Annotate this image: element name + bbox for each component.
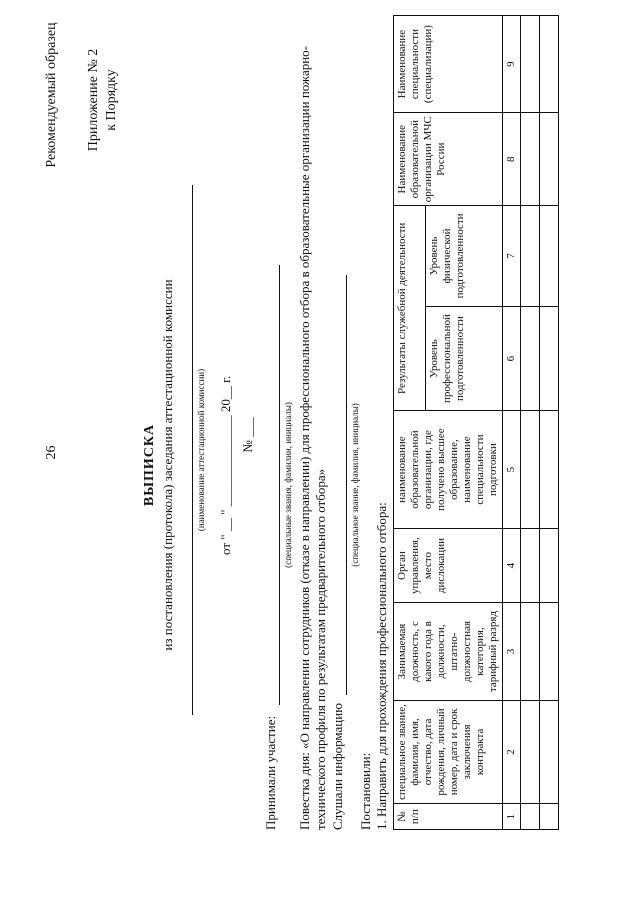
- header-cell: Занимаемая должность, с какого года в должности, штатно-должностная категория, тарифный разряд: [394, 603, 503, 700]
- empty-cell: [540, 603, 559, 700]
- empty-cell: [521, 411, 540, 528]
- empty-cell: [521, 700, 540, 804]
- page-number: 26: [44, 445, 59, 460]
- document-title: ВЫПИСКА: [142, 423, 157, 507]
- empty-cell: [540, 528, 559, 603]
- table-number-row: [503, 16, 521, 830]
- empty-cell: [521, 306, 540, 411]
- candidates-table: [393, 15, 559, 830]
- item-1-text: 1. Направить для прохождения профессионального отбора:: [374, 502, 389, 830]
- commission-caption: (наименование аттестационной комиссии): [196, 368, 206, 532]
- number-cell: 9: [503, 16, 521, 113]
- participants-caption: (специальные звания, фамилии, инициалы): [283, 402, 293, 568]
- header-cell: Результаты служебной деятельности: [394, 206, 426, 411]
- heard-caption: (специальное звание, фамилия, инициалы): [350, 403, 360, 567]
- empty-cell: [521, 528, 540, 603]
- protocol-number: № ___: [240, 417, 255, 453]
- number-cell: 7: [503, 206, 521, 306]
- number-cell: 3: [503, 603, 521, 700]
- header-cell: Орган управления, место дислокации: [394, 528, 503, 603]
- header-cell: Наименование образовательной организации МЧС России: [394, 113, 503, 206]
- participants-label: Принимали участие:: [263, 715, 278, 830]
- participants-line: [279, 265, 280, 705]
- number-cell: 4: [503, 528, 521, 603]
- empty-cell: [521, 113, 540, 206]
- appendix-line-2: к Порядку: [104, 69, 119, 131]
- empty-cell: [521, 16, 540, 113]
- header-cell: специальное звание, фамилия, имя, отчество, дата рождения, личный номер, дата и срок заключения контракта: [394, 700, 503, 804]
- commission-line: [192, 185, 193, 715]
- empty-cell: [521, 206, 540, 306]
- header-cell: № п/п: [394, 804, 503, 830]
- empty-cell: [521, 603, 540, 700]
- number-cell: 5: [503, 411, 521, 528]
- number-cell: 6: [503, 306, 521, 411]
- empty-cell: [540, 113, 559, 206]
- agenda-text: Повестка дня: «О направлении сотрудников (отказе в направлении) для профессионального отбора в образовательные организации пожарно-технического профиля по результатам предварительного отбора»: [297, 45, 328, 830]
- table-row: [521, 16, 540, 830]
- empty-cell: [540, 16, 559, 113]
- empty-cell: [540, 306, 559, 411]
- resolved-label: Постановили:: [358, 752, 373, 830]
- recommended-sample: Рекомендуемый образец: [44, 22, 59, 168]
- date-line: от " __ " ______________ 20__ г.: [218, 375, 233, 555]
- document-subtitle: из постановления (протокола) заседания аттестационной комиссии: [160, 279, 175, 651]
- table-header-row: [394, 16, 426, 830]
- appendix-line-1: Приложение № 2: [86, 48, 101, 152]
- empty-cell: [540, 700, 559, 804]
- number-cell: 1: [503, 804, 521, 830]
- empty-cell: [540, 804, 559, 830]
- number-cell: 8: [503, 113, 521, 206]
- table-row: [540, 16, 559, 830]
- number-cell: 2: [503, 700, 521, 804]
- empty-cell: [540, 411, 559, 528]
- empty-cell: [521, 804, 540, 830]
- empty-cell: [540, 206, 559, 306]
- header-cell: Наименование специальности (специализации): [394, 16, 503, 113]
- subheader-cell: Уровень физической подготовленности: [425, 206, 502, 306]
- heard-line: [346, 275, 347, 695]
- subheader-cell: Уровень профессиональной подготовленности: [425, 306, 502, 411]
- header-cell: наименование образовательной организации, где получено высшее образование, наименование специальности подготовки: [394, 411, 503, 528]
- heard-label: Слушали информацию: [330, 703, 345, 830]
